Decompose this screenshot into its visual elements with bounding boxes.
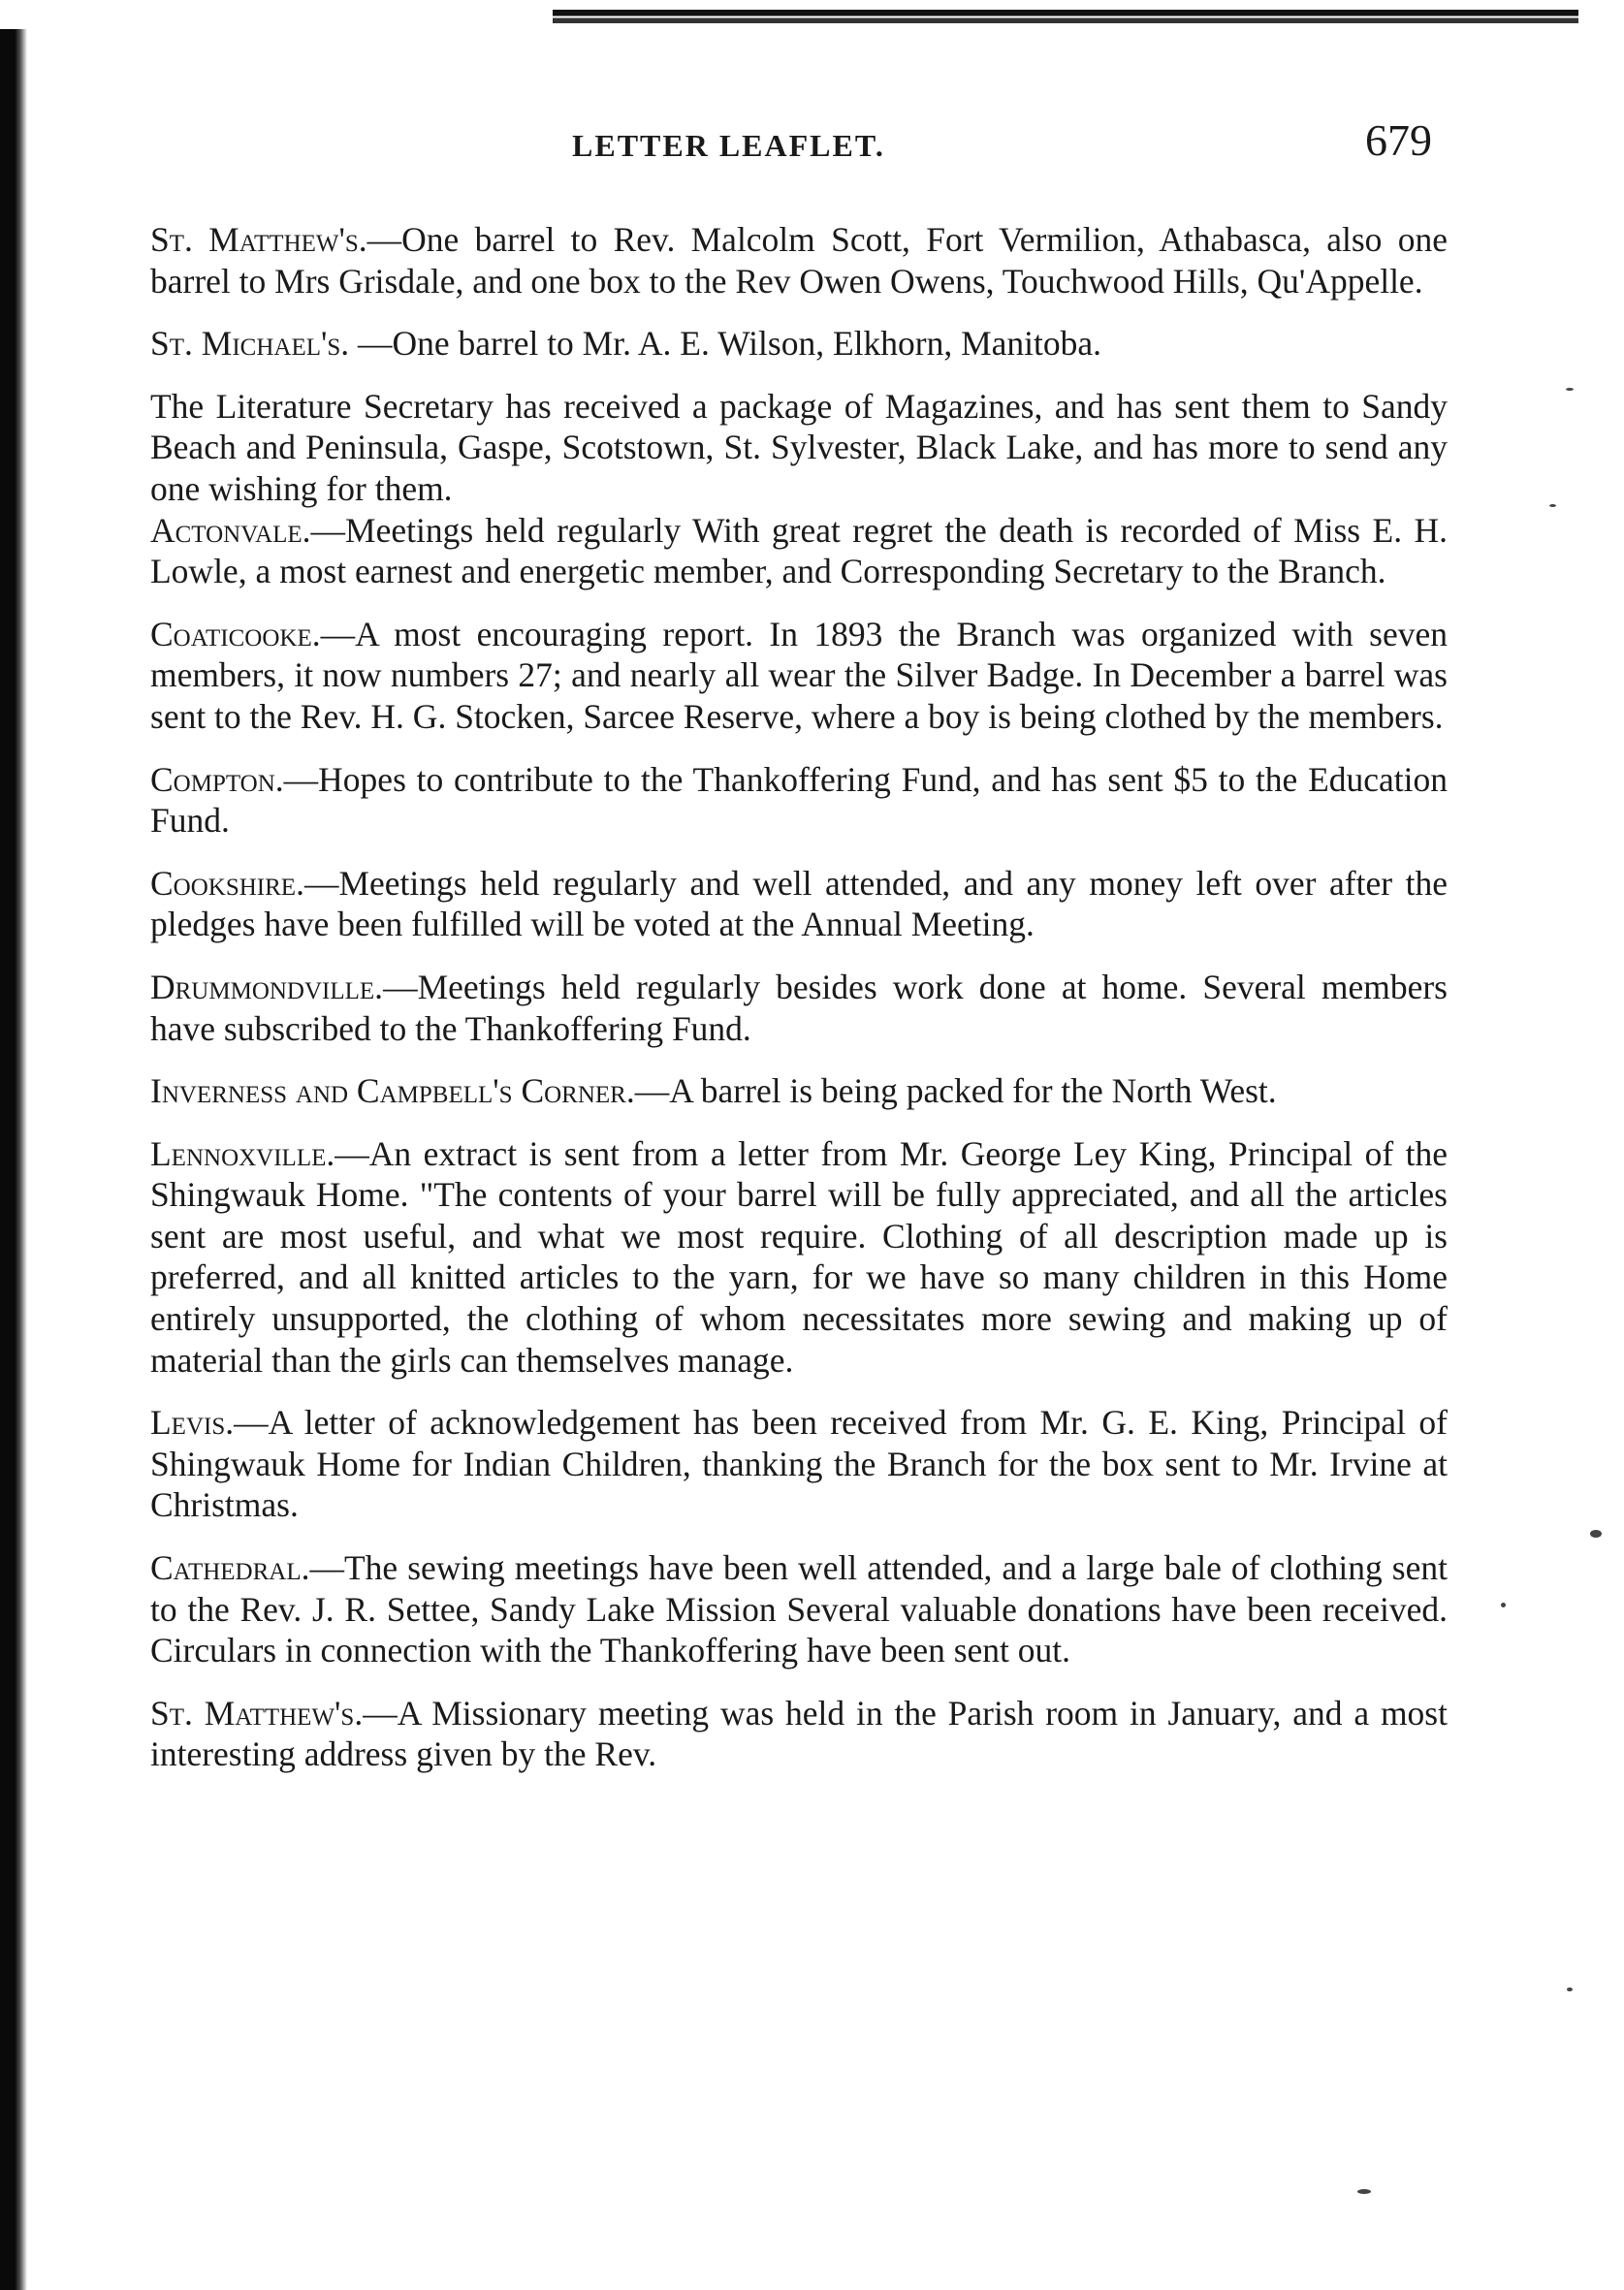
paragraph-text: —A letter of acknowledgement has been received from Mr. G. E. King, Principal of Shingwauk Home for Indian Children, thanking the Branch for the box sent to Mr. Irvine at Christmas. bbox=[150, 1403, 1448, 1525]
body-text bbox=[150, 219, 1448, 1775]
paragraph-compton bbox=[150, 759, 1448, 842]
paragraph-heading: St. Matthew's. bbox=[150, 220, 367, 259]
ink-speck bbox=[1566, 388, 1574, 391]
paragraph-text: —A barrel is being packed for the North West. bbox=[634, 1071, 1277, 1111]
paragraph-coaticooke bbox=[150, 614, 1448, 738]
paragraph-text: —Hopes to contribute to the Thankoffering Fund, and has sent $5 to the Education Fund. bbox=[150, 759, 1448, 841]
paragraph-st-matthews-2 bbox=[150, 1693, 1448, 1775]
paragraph-heading: Drummondville. bbox=[150, 967, 384, 1006]
paragraph-text: —One barrel to Mr. A. E. Wilson, Elkhorn, Manitoba. bbox=[349, 324, 1102, 364]
page-number: 679 bbox=[1365, 115, 1432, 165]
paragraph-heading: Levis. bbox=[150, 1403, 235, 1443]
paragraph-heading: Coaticooke. bbox=[150, 614, 321, 653]
paragraph-text: —A Missionary meeting was held in the Parish room in January, and a most interesting address given by the Rev. bbox=[150, 1693, 1448, 1774]
paragraph-literature-secretary bbox=[150, 386, 1448, 510]
paragraph-heading: Lennoxville. bbox=[150, 1133, 335, 1173]
paragraph-heading: Cathedral. bbox=[150, 1548, 310, 1588]
paragraph-inverness bbox=[150, 1070, 1448, 1112]
paragraph-st-michaels bbox=[150, 323, 1448, 365]
paragraph-heading: Cookshire. bbox=[150, 863, 304, 903]
paragraph-lennoxville bbox=[150, 1133, 1448, 1382]
paragraph-text: —Meetings held regularly With great regret the death is recorded of Miss E. H. Lowle, a most earnest and energetic member, and Corresponding Secretary to the Branch. bbox=[150, 510, 1448, 591]
paragraph-drummondville bbox=[150, 967, 1448, 1049]
page-edge-shadow bbox=[0, 29, 27, 2290]
paragraph-cookshire bbox=[150, 863, 1448, 945]
paragraph-text: The Literature Secretary has received a package of Magazines, and has sent them to Sandy Beach and Peninsula, Gaspe, Scotstown, St. Sylvester, Black Lake, and has more to send any one wishing for them. bbox=[150, 386, 1448, 508]
paragraph-text: —The sewing meetings have been well attended, and a large bale of clothing sent to the Rev. J. R. Settee, Sandy Lake Mission Several valuable donations have been received. Circulars in connection with the Thankoffering have been sent out. bbox=[150, 1548, 1448, 1670]
paragraph-text: —One barrel to Rev. Malcolm Scott, Fort Vermilion, Athabasca, also one barrel to Mrs Grisdale, and one box to the Rev Owen Owens, Touchwood Hills, Qu'Appelle. bbox=[150, 220, 1448, 301]
top-rule bbox=[553, 10, 1578, 23]
ink-speck bbox=[1590, 1530, 1602, 1538]
running-header bbox=[0, 114, 1624, 182]
paragraph-levis bbox=[150, 1402, 1448, 1526]
paragraph-heading: Actonvale. bbox=[150, 510, 311, 550]
paragraph-cathedral bbox=[150, 1547, 1448, 1671]
paragraph-text: —Meetings held regularly besides work done at home. Several members have subscribed to the Thankoffering Fund. bbox=[150, 967, 1448, 1048]
ink-speck bbox=[1357, 2189, 1371, 2194]
paragraph-heading: St. Michael's. bbox=[150, 324, 350, 364]
ink-speck bbox=[1501, 1603, 1506, 1607]
ink-speck bbox=[1549, 504, 1556, 507]
ink-speck bbox=[1567, 1988, 1573, 1991]
paragraph-text: —A most encouraging report. In 1893 the Branch was organized with seven members, it now numbers 27; and nearly all wear the Silver Badge. In December a barrel was sent to the Rev. H. G. Stocken, Sarcee Reserve, where a boy is being clothed by the members. bbox=[150, 614, 1448, 736]
paragraph-st-matthews-1 bbox=[150, 219, 1448, 302]
header-title: LETTER LEAFLET. bbox=[572, 128, 885, 163]
paragraph-heading: St. Matthew's. bbox=[150, 1693, 364, 1733]
paragraph-heading: Compton. bbox=[150, 759, 284, 799]
paragraph-heading: Inverness and Campbell's Corner. bbox=[150, 1071, 635, 1111]
paragraph-text: —Meetings held regularly and well attended, and any money left over after the pledges have been fulfilled will be voted at the Annual Meeting. bbox=[150, 863, 1448, 944]
paragraph-actonvale bbox=[150, 510, 1448, 592]
paragraph-text: —An extract is sent from a letter from Mr. George Ley King, Principal of the Shingwauk Home. "The contents of your barrel will be fully appreciated, and all the articles sent are most useful, and what we most require. Clothing of all description made up is preferred, and all knitted articles to the yarn, for we have so many children in this Home entirely unsupported, the clothing of whom necessitates more sewing and making up of material than the girls can themselves manage. bbox=[150, 1133, 1448, 1380]
